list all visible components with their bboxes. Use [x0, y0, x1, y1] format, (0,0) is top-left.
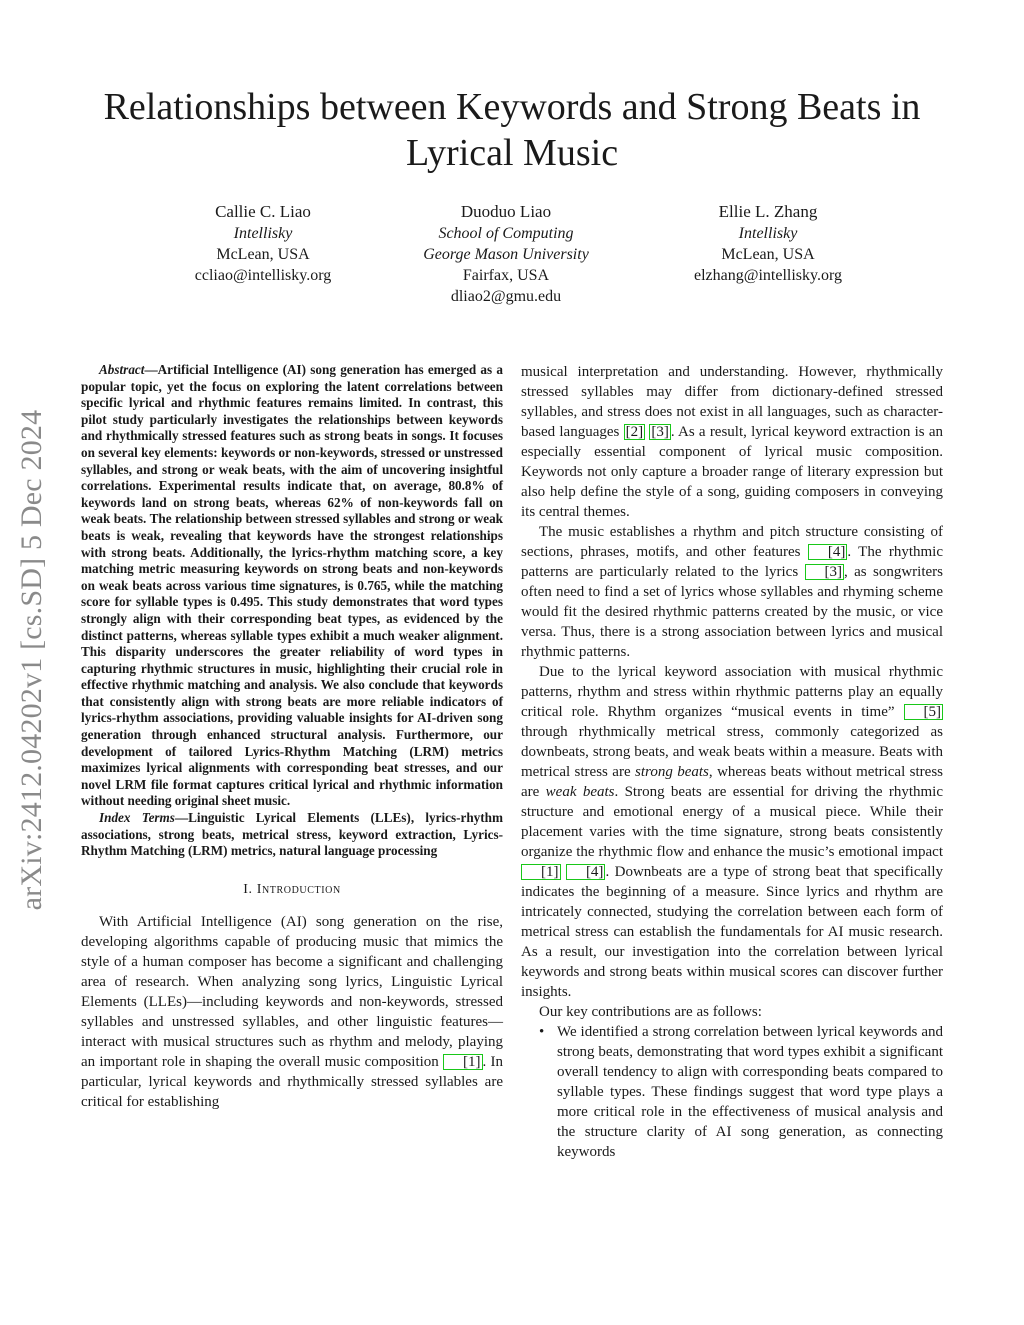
- author-block: [0, 201, 1024, 311]
- citation-link[interactable]: [1]: [521, 864, 561, 880]
- paragraph-continued: [521, 362, 943, 522]
- paragraph-text: through rhythmically metrical stress, commonly categorized as downbeats, strong beats, and weak beats within a measure. Beats with metrical stress are: [521, 724, 943, 780]
- citation-link[interactable]: [4]: [808, 544, 848, 560]
- author-name: Duoduo Liao: [460, 202, 552, 221]
- paragraph-rhythm-stress: [521, 662, 943, 1002]
- author-affiliation: Intellisky: [738, 225, 798, 242]
- paragraph-text: . Downbeats are a type of strong beat that specifically indicates the beginning of a measure. Since lyrics and rhythm are intricately connected, studying the correlation between each form of metrical stress can establish the fundamentals for AI music research. As a result, our investigation into the correlation between lyrical keywords and strong beats within musical scores can discover further insights.: [521, 864, 943, 1000]
- paragraph-text: Due to the lyrical keyword association with musical rhythmic patterns, rhythm and stress within rhythmic patterns play an equally critical role. Rhythm organizes “musical events in time”: [521, 664, 943, 720]
- abstract: [81, 362, 503, 810]
- citation-link[interactable]: [1]: [443, 1054, 483, 1070]
- paragraph-music-structure: [521, 522, 943, 662]
- list-item: • We identified a strong correlation between lyrical keywords and strong beats, demonstrating that word types exhibit a significant overall tendency to align with corresponding beats compared to syllable types. These findings suggest that word type plays a more critical role in the effectiveness of musical analysis and the structure clarity of AI song generation, as connecting keywords: [557, 1022, 943, 1162]
- citation-link[interactable]: [3]: [651, 424, 669, 440]
- citation-link[interactable]: [2]: [625, 424, 644, 440]
- author-affiliation: George Mason University: [423, 246, 589, 263]
- paragraph-text: . Strong beats are essential for driving the rhythmic structure and emotional energy of a musical piece. While their placement varies with the time signature, strong beats consistently organize the rhythmic flow and enhance the music’s emotional impact: [521, 784, 944, 860]
- author-2: [366, 201, 646, 307]
- author-email: ccliao@intellisky.org: [194, 267, 332, 284]
- contributions-list: [521, 1022, 943, 1162]
- author-email: dliao2@gmu.edu: [450, 288, 562, 305]
- author-affiliation: Intellisky: [233, 225, 293, 242]
- arxiv-identifier-text: arXiv:2412.04202v1 [cs.SD] 5 Dec 2024: [15, 409, 48, 911]
- right-column: [521, 362, 943, 1162]
- citation-link[interactable]: [3]: [805, 564, 845, 580]
- paragraph-text: , whereas beats without metrical stress are: [521, 764, 944, 800]
- abstract-label: Abstract: [99, 362, 145, 377]
- paragraph-text: . In particular, lyrical keywords and rhythmically stressed syllables are critical for establishing: [81, 1053, 503, 1110]
- emphasis: weak beats: [545, 784, 615, 800]
- author-email: elzhang@intellisky.org: [693, 267, 843, 284]
- emphasis: strong beats: [635, 764, 709, 780]
- paragraph-text: musical interpretation and understanding. However, rhythmically stressed syllables may differ from dictionary-defined stressed syllables, and stress does not exist in all languages, such as character-based languages: [521, 364, 943, 440]
- citation-link[interactable]: [4]: [566, 864, 606, 880]
- index-terms: [81, 810, 503, 860]
- left-column: [81, 362, 503, 1112]
- section-number: I.: [243, 881, 253, 897]
- author-location: McLean, USA: [216, 246, 310, 263]
- intro-paragraph: [81, 912, 503, 1112]
- index-terms-label: Index Terms: [99, 810, 175, 826]
- paragraph-text: With Artificial Intelligence (AI) song generation on the rise, developing algorithms capable of producing music that mimics the style of a human composer has become a significant and challenging area of research. When analyzing song lyrics, Linguistic Lyrical Elements (LLEs)—including keywords and non-keywords, stressed syllables and unstressed syllables, and other linguistic features—interact with musical structures such as rhythm and melody, playing an important role in shaping the overall music composition: [81, 913, 503, 1070]
- index-terms-text: —Linguistic Lyrical Elements (LLEs), lyrics-rhythm associations, strong beats, metrical stress, keyword extraction, Lyrics-Rhythm Matching (LRM) metrics, natural language processing: [81, 810, 503, 859]
- author-affiliation: School of Computing: [438, 225, 574, 242]
- author-3: [628, 201, 908, 286]
- paragraph-text: . The rhythmic patterns are particularly related to the lyrics: [521, 544, 943, 580]
- author-location: McLean, USA: [721, 246, 815, 263]
- abstract-text: —Artificial Intelligence (AI) song generation has emerged as a popular topic, yet the focus on exploring the latent correlations between specific lyrical and rhythmic features remains limited. In contrast, this pilot study particularly investigates the relationships between keywords and rhythmically stressed features such as strong beats in songs. It focuses on several key elements: keywords or non-keywords, stressed or unstressed syllables, and strong or weak beats, with the aim of uncovering insightful correlations. Experimental results indicate that, on average, 80.8% of keywords land on strong beats, whereas 62% of non-keywords fall on weak beats. The relationship between stressed syllables and strong or weak beats is weak, revealing that keywords have the strongest relationships with strong beats. Additionally, the lyrics-rhythm matching score, a key matching metric measuring keywords on strong beats and non-keywords on weak beats across various time signatures, is 0.765, while the matching score for syllable types is 0.495. This study demonstrates that word types strongly align with their corresponding beat types, as evidenced by the distinct patterns, whereas syllable types exhibit a much weaker alignment. This disparity underscores the greater reliability of word types in capturing rhythmic structures in music, highlighting their crucial role in effective rhythmic matching and analysis. We also conclude that keywords that consistently align with strong beats are more reliable indicators of lyrics-rhythm associations, providing valuable insights for AI-driven song generation through enhanced structural analysis. Furthermore, our development of tailored Lyrics-Rhythm Matching (LRM) metrics maximizes lyrical alignments with corresponding beat stresses, and our novel LRM file format captures critical lyrical and rhythmic information without needing original sheet music.: [81, 362, 503, 809]
- section-title: Introduction: [256, 881, 341, 897]
- citation-link[interactable]: [5]: [904, 704, 944, 720]
- paragraph-text: The music establishes a rhythm and pitch structure consisting of sections, phrases, motifs, and other features: [521, 524, 943, 560]
- section-heading: [81, 880, 503, 900]
- author-1: [123, 201, 403, 286]
- paragraph-text: . As a result, lyrical keyword extraction is an especially essential component of lyrical music composition. Keywords not only capture a broader range of literary expression but also help define the style of a song, guiding composers in conveying its central themes.: [521, 424, 944, 520]
- paragraph-text: , as songwriters often need to find a set of lyrics whose syllables and rhyming scheme would fit the desired rhythmic patterns created by the music, or vice versa. Thus, there is a strong association between lyrics and musical rhythmic patterns.: [521, 564, 943, 660]
- author-name: Ellie L. Zhang: [718, 202, 818, 221]
- author-location: Fairfax, USA: [462, 267, 550, 284]
- author-name: Callie C. Liao: [215, 202, 311, 221]
- paper-title: Relationships between Keywords and Strong Beats in Lyrical Music: [103, 86, 921, 174]
- arxiv-identifier: [10, 360, 54, 960]
- contributions-intro: Our key contributions are as follows:: [539, 1004, 762, 1020]
